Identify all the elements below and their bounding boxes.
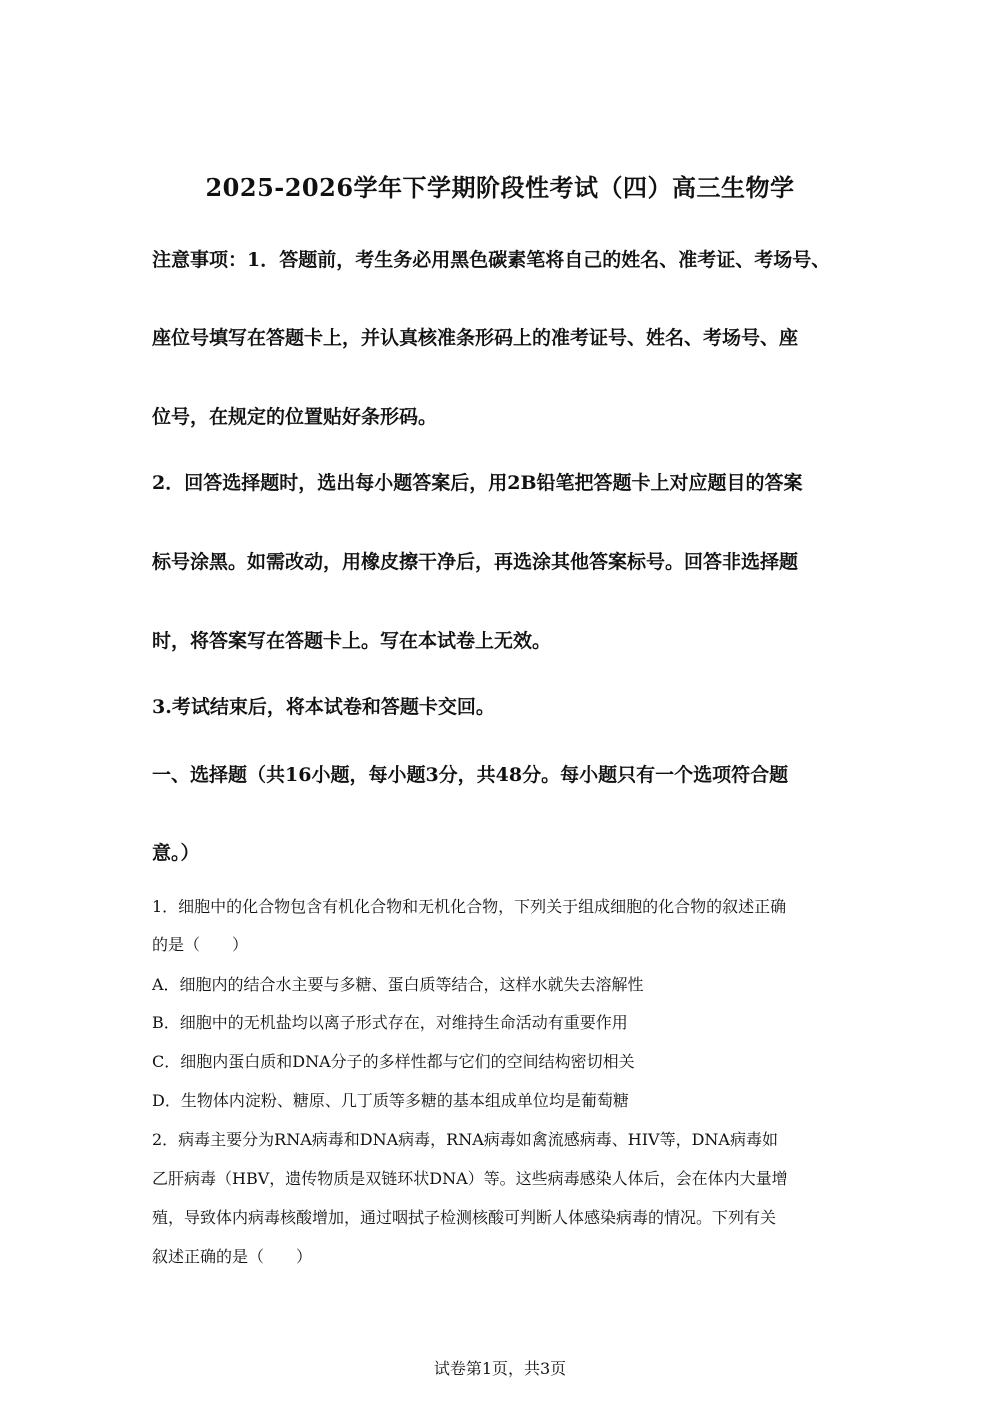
notice-line-3: 位号，在规定的位置贴好条形码。 bbox=[152, 406, 438, 428]
notice-line-2: 座位号填写在答题卡上，并认真核准条形码上的准考证号、姓名、考场号、座 bbox=[152, 327, 799, 349]
question-1-option-a: A．细胞内的结合水主要与多糖、蛋白质等结合，这样水就失去溶解性 bbox=[152, 975, 644, 994]
notice-line-4: 2．回答选择题时，选出每小题答案后，用2B铅笔把答题卡上对应题目的答案 bbox=[152, 472, 803, 494]
question-2-stem-line-4: 叙述正确的是（ ） bbox=[152, 1247, 313, 1266]
question-1-option-b: B．细胞中的无机盐均以离子形式存在，对维持生命活动有重要作用 bbox=[152, 1013, 628, 1032]
notice-line-6: 时，将答案写在答题卡上。写在本试卷上无效。 bbox=[152, 630, 552, 652]
question-2-stem-line-3: 殖，导致体内病毒核酸增加，通过咽拭子检测核酸可判断人体感染病毒的情况。下列有关 bbox=[152, 1208, 777, 1227]
section-heading-line-2: 意。） bbox=[152, 842, 200, 864]
notice-line-7: 3.考试结束后，将本试卷和答题卡交回。 bbox=[152, 696, 495, 718]
question-1-option-d: D．生物体内淀粉、糖原、几丁质等多糖的基本组成单位均是葡萄糖 bbox=[152, 1091, 629, 1110]
notice-line-5: 标号涂黑。如需改动，用橡皮擦干净后，再选涂其他答案标号。回答非选择题 bbox=[152, 551, 799, 573]
question-1-stem-line-1: 1．细胞中的化合物包含有机化合物和无机化合物，下列关于组成细胞的化合物的叙述正确 bbox=[152, 897, 787, 916]
question-1-stem-line-2: 的是（ ） bbox=[152, 935, 249, 954]
question-2-stem-line-2: 乙肝病毒（HBV，遗传物质是双链环状DNA）等。这些病毒感染人体后，会在体内大量增 bbox=[152, 1169, 788, 1188]
page-footer: 试卷第1页，共3页 bbox=[433, 1359, 567, 1378]
notice-line-1: 注意事项：1．答题前，考生务必用黑色碳素笔将自己的姓名、准考证、考场号、 bbox=[152, 249, 831, 271]
question-1-option-c: C．细胞内蛋白质和DNA分子的多样性都与它们的空间结构密切相关 bbox=[152, 1052, 635, 1071]
question-2-stem-line-1: 2．病毒主要分为RNA病毒和DNA病毒，RNA病毒如禽流感病毒、HIV等，DNA病毒如 bbox=[152, 1130, 778, 1149]
exam-title: 2025-2026学年下学期阶段性考试（四）高三生物学 bbox=[205, 173, 795, 202]
section-heading-line-1: 一、选择题（共16小题，每小题3分，共48分。每小题只有一个选项符合题 bbox=[152, 764, 789, 786]
